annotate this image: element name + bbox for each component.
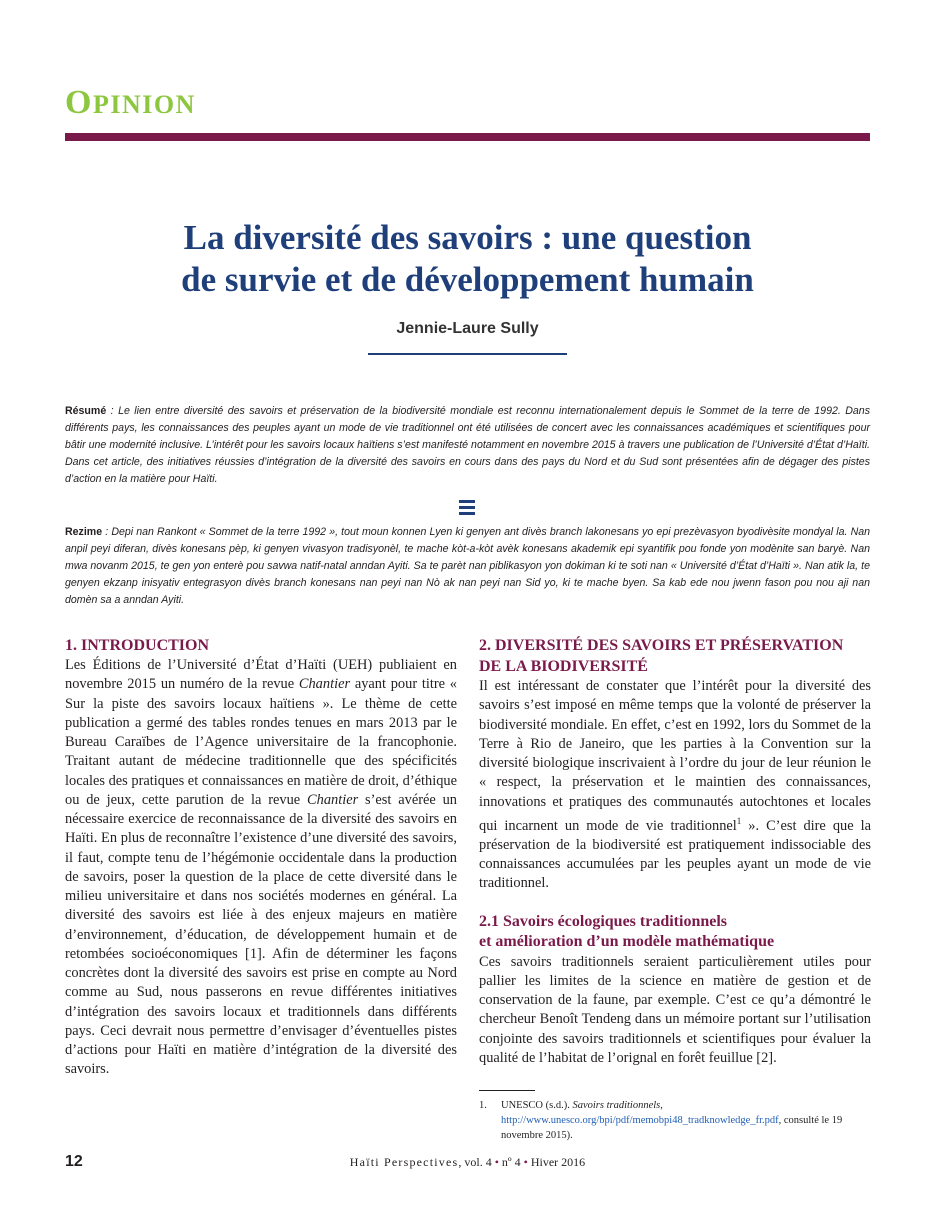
heading-section-2-1 <box>479 912 871 952</box>
running-footer <box>300 1155 635 1170</box>
heading-section-2 <box>479 635 871 677</box>
article-title <box>70 217 865 301</box>
intro-text-2: ayant pour titre « Sur la piste des savoirs locaux haïtiens ». Le thème de cette publication a germé des tables rondes tenues en mars 2013 par le Bureau Caraïbes de l’Agence universitaire de la francophonie. Traitant autant de médecine traditionnelle que des spécificités locales des pratiques et connaissances en matière de droit, d’éthique ou de jeux, cette parution de la revue <box>65 676 457 808</box>
footnote-title: Savoirs traditionnels <box>572 1100 661 1111</box>
article-title-line1: La diversité des savoirs : une question <box>183 218 752 257</box>
menu-lines-icon <box>459 500 475 515</box>
footnote <box>479 1098 871 1143</box>
section-2-1-paragraph: Ces savoirs traditionnels seraient particulièrement utiles pour pallier les limites de la science en matière de gestion et de conservation de la faune, par exemple. C’est ce qu’a démontré le chercheur Benoît Tendeng dans un mémoire portant sur l’utilisation conjointe des savoirs traditionnels et scientifiques pour évaluer la qualité de l’habitat de l’orignal en forêt feuillue [2]. <box>479 953 871 1066</box>
section-2-text-1: Il est intéressant de constater que l’intérêt pour la diversité des savoirs s’est imposé en même temps que la volonté de préserver la biodiversité mondiale. En effet, c’est en 1992, lors du Sommet de la Terre à Rio de Janeiro, que les parties à la Convention sur la diversité biologique inscrivaient à l’ordre du jour de leur réunion le « respect, la préservation et le maintien des connaissances, innovations et pratiques des communautés autochtones et locales qui incarnent un mode de vie traditionnel <box>479 678 871 834</box>
header-rule <box>65 133 870 141</box>
footnote-sep: , <box>660 1100 663 1111</box>
footnote-text-2: , consulté le 19 novembre 2015). <box>501 1115 843 1141</box>
footnote-link[interactable]: http://www.unesco.org/bpi/pdf/memobpi48_tradknowledge_fr.pdf <box>501 1115 779 1126</box>
page-number: 12 <box>65 1153 83 1170</box>
abstract-french <box>65 403 870 488</box>
section-2-text-2: ». C’est dire que la préservation de la biodiversité est pratiquement indissociable des connaissances accumulées par les peuples ayant un mode de vie traditionnel. <box>479 817 871 892</box>
footer-bullet-2: • <box>523 1155 528 1169</box>
intro-chantier-1: Chantier <box>298 676 351 693</box>
section-heading-rest: PINION <box>92 90 196 119</box>
column-right <box>479 635 871 1068</box>
journal-name: Haïti Perspectives <box>349 1155 459 1169</box>
footnote-rule <box>479 1090 535 1091</box>
abstract-french-text: : Le lien entre diversité des savoirs et préservation de la biodiversité mondiale est reconnu internationalement depuis le Sommet de la terre de 1992. Dans différents pays, les connaissances des peuples ayant un mode de vie traditionnel ont été utilisées de concert avec les connaissances académiques et scientifiques pour bâtir une modernité inclusive. L’intérêt pour les savoirs locaux haïtiens s’est manifesté notamment en novembre 2015 à travers une publication de l’Université d’État d’Haïti. Dans cet article, des initiatives réussies d’intégration de la diversité des savoirs en cours dans des pays du Nord et du Sud sont présentées afin de dégager des pistes d’action en la matière pour Haïti. <box>65 405 870 486</box>
heading-introduction: 1. INTRODUCTION <box>65 637 210 654</box>
article-title-line2: de survie et de développement humain <box>181 260 754 299</box>
footnote-text-1: UNESCO (s.d.). <box>501 1100 573 1111</box>
section-2-paragraph <box>479 677 871 894</box>
footnote-ref[interactable]: 1 <box>736 815 742 826</box>
footnote-number: 1. <box>479 1100 487 1111</box>
heading-section-2-1-line2: et amélioration d’un modèle mathématique <box>479 932 775 950</box>
issue-number: nº 4 <box>498 1155 524 1169</box>
author-rule <box>368 353 567 355</box>
section-heading-initial: O <box>65 84 93 121</box>
abstract-creole-text: : Depi nan Rankont « Sommet de la terre 1992 », tout moun konnen Lyen ki genyen ant divès branch lakonesans yo epi prezèvasyon byodivèsite mondyal la. Nan anpil peyi diferan, divès konesans pèp, ki genyen vivasyon tradisyonèl, te mache kòt-a-kòt avèk konesans akademik epi syantifik pou fonde yon modènite san baryè. Nan mwa novanm 2015, te gen yon enterè pou savwa natif-natal anndan Ayiti. Sa te parèt nan piblikasyon yon dokiman ki te soti nan « Université d’État d’Haïti ». Nan atik la, te genyen ekzanp inisyativ entegrasyon divès branch konesans nan peyi nan Nò ak nan peyi nan Sid yo, ki te mache byen. Sa kab ede nou jwenn fason pou nou aji nan domèn sa a anndan Ayiti. <box>65 526 870 607</box>
intro-paragraph <box>65 656 457 1080</box>
abstract-creole-label: Rezime <box>65 526 103 538</box>
intro-text-1: Les Éditions de l’Université d’État d’Haïti (UEH) publiaient en novembre 2015 un numéro de la revue <box>65 657 457 693</box>
issue-season: Hiver 2016 <box>527 1155 586 1169</box>
abstract-creole <box>65 524 870 609</box>
heading-section-2-line1: 2. DIVERSITÉ DES SAVOIRS ET PRÉSERVATION <box>479 637 844 654</box>
author-name: Jennie-Laure Sully <box>396 320 539 337</box>
heading-section-2-1-line1: 2.1 Savoirs écologiques traditionnels <box>479 912 728 930</box>
intro-chantier-2: Chantier <box>307 791 359 808</box>
footer-bullet-1: • <box>494 1155 499 1169</box>
column-left <box>65 635 457 1080</box>
abstract-french-label: Résumé <box>65 405 107 417</box>
heading-section-2-line2: DE LA BIODIVERSITÉ <box>479 658 648 675</box>
issue-volume: , vol. 4 <box>458 1155 495 1169</box>
section-heading <box>65 86 196 120</box>
intro-text-3: s’est avérée un nécessaire exercice de reconnaissance de la diversité des savoirs en Haïti. En plus de reconnaître l’existence d’une diversité des savoirs, il faut, compte tenu de l’hégémonie occidentale dans la production de savoirs, poser la question de la place de cette diversité dans le milieu universitaire et dans nos sociétés modernes en général. La diversité des savoirs est liée à des enjeux majeurs en matière d’environnement, d’éducation, de développement humain et de retombées socioéconomiques [1]. Afin de déterminer les façons concrètes dont la diversité des savoirs est prise en compte au Nord comme au Sud, nous passerons en revue différentes initiatives d’intégration des savoirs locaux et traditionnels dans différents pays. Ceci devrait nous permettre d’envisager d’éventuelles pistes d’actions pour Haïti en matière d’intégration de la diversité des savoirs. <box>65 791 457 1078</box>
